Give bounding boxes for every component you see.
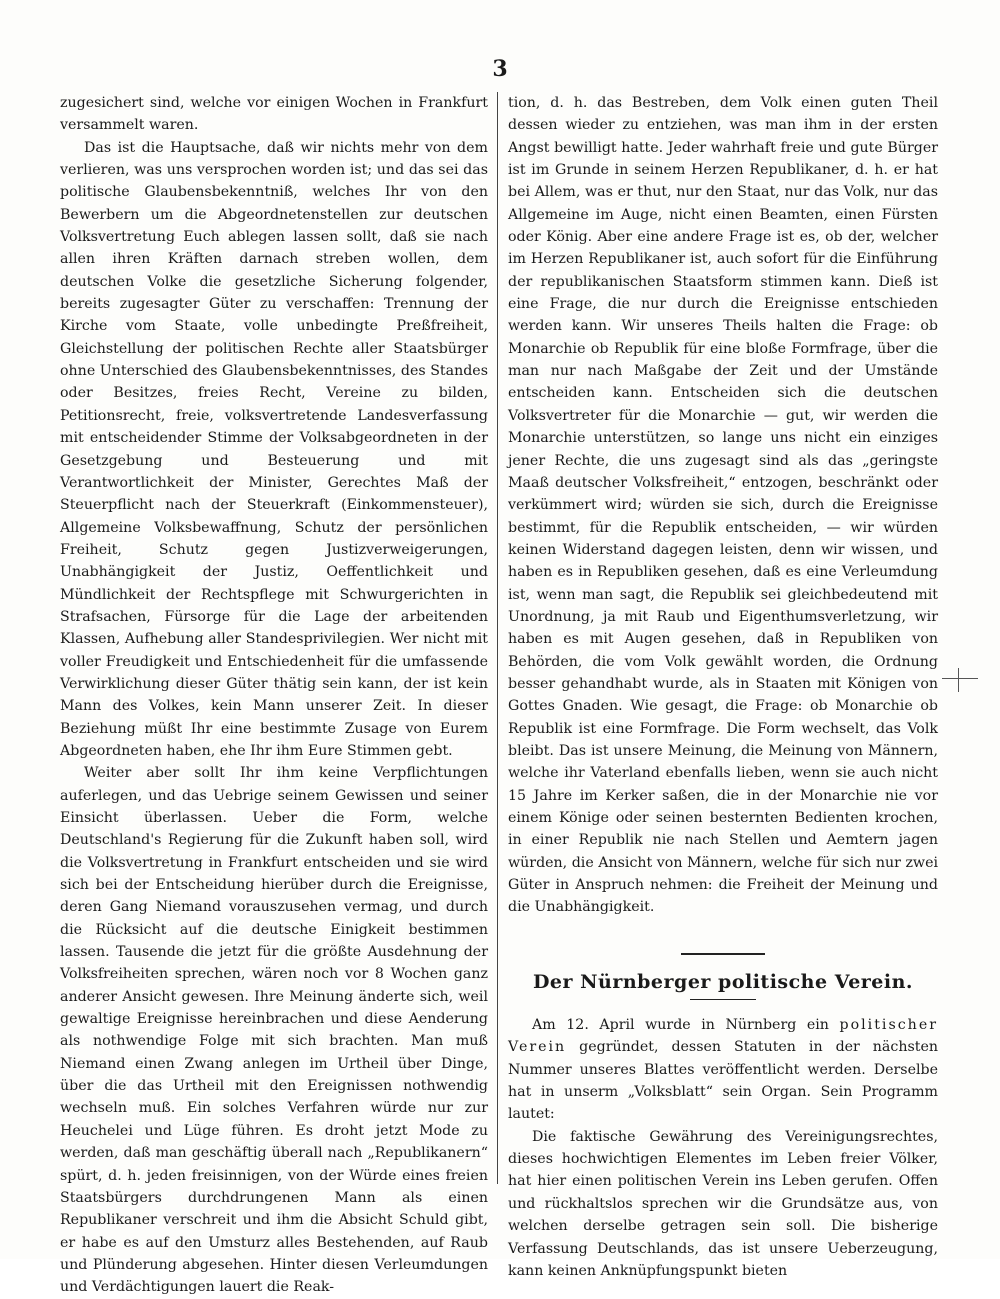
- left-column: [60, 92, 488, 1299]
- section-intro-lead: Am 12. April wurde in Nürnberg ein: [532, 1017, 840, 1034]
- section-intro-rest: gegründet, dessen Statuten in der nächsten Nummer unseres Blattes veröffentlicht werden. Derselbe hat in unserm „Volksblatt“ sein Organ. Sein Programm lautet:: [508, 1039, 938, 1123]
- margin-mark-vertical: [958, 668, 959, 692]
- section-intro: [508, 1014, 938, 1126]
- section-programme: Die faktische Gewährung des Vereinigungsrechtes, dieses hochwichtigen Elementes im Leben freier Völker, hat hier einen politischen Verein ins Leben gerufen. Offen und rückhaltslos sprechen wir die Grundsätze aus, von welchen derselbe getragen sein soll. Die bisherige Verfassung Deutschlands, das ist unsere Ueberzeugung, kann keinen Anknüpfungspunkt bieten: [508, 1128, 938, 1279]
- right-column: [508, 92, 938, 1282]
- column-divider: [497, 92, 498, 1184]
- section-intro-spaced: politischer Verein: [508, 1017, 938, 1056]
- right-paragraph-1: tion, d. h. das Bestreben, dem Volk einen guten Theil dessen wieder zu entziehen, was man ihm in der ersten Angst bewilligt hatte. Jeder wahrhaft freie und gute Bürger ist im Grunde in seinem Herzen Republikaner, d. h. er hat bei Allem, was er thut, nur den Staat, nur das Volk, nur das Allgemeine im Auge, nicht einen Beamten, einen Fürsten oder König. Aber eine andere Frage ist es, ob der, welcher im Herzen Republikaner ist, auch sofort für die Einführung der republikanischen Staatsform stimmen kann. Dieß ist eine Frage, die nur durch die Ereignisse entschieden werden kann. Wir unseres Theils halten die Frage: ob Monarchie ob Republik für eine bloße Formfrage, über die man nur nach Maßgabe der Zeit und der Umstände entscheiden kann. Entscheiden sich die deutschen Volksvertreter für die Monarchie — gut, wir werden die Monarchie unterstützen, so lange uns nicht ein einziges jener Rechte, die uns zugesagt sind als das „geringste Maaß deutscher Volksfreiheit,“ entzogen, beschränkt oder verkümmert wird; würden sie sich, durch die Ereignisse bestimmt, für die Republik entscheiden, — wir würden keinen Widerstand dagegen leisten, denn wir wissen, und haben es in Republiken gesehen, daß es eine Verleumdung ist, wenn man sagt, die Republik sei gleichbedeutend mit Unordnung, ja mit Raub und Eigenthumsverletzung, wir haben es mit Augen gesehen, daß in Republiken von Behörden, die vom Volk gewählt worden, die Ordnung besser gehandhabt wurde, als in Staaten mit Königen von Gottes Gnaden. Wie gesagt, die Frage: ob Monarchie ob Republik ist eine Formfrage. Die Form wechselt, das Volk bleibt. Das ist unsere Meinung, die Meinung von Männern, welche ihr Vaterland ebenfalls lieben, wenn sie auch nicht 15 Jahre im Kerker saßen, die in der Monarchie nie vor einem Könige oder seinen besternten Bedienten krochen, in einer Republik nie nach Stellen und Aemtern jagen würden, die Ansicht von Männern, welche für sich nur zwei Güter in Anspruch nehmen: die Freiheit der Meinung und die Unabhängigkeit.: [508, 95, 938, 916]
- left-paragraph-2: Das ist die Hauptsache, daß wir nichts mehr von dem verlieren, was uns versprochen worden ist; und das sei das politische Glaubensbekenntniß, welches Ihr von den Bewerbern um die Abgeordnetenstellen zur deutschen Volksvertretung Euch ablegen lassen sollt, daß sie nach allen ihren Kräften darnach streben wollen, dem deutschen Volke die gesetzliche Sicherung folgender, bereits zugesagter Güter zu verschaffen: Trennung der Kirche vom Staate, volle unbedingte Preßfreiheit, Gleichstellung der politischen Rechte aller Staatsbürger ohne Unterschied des Glaubensbekenntnisses, des Standes oder Besitzes, freies Recht, Vereine zu bilden, Petitionsrecht, freie, volksvertretende Landesverfassung mit entscheidender Stimme der Volksabgeordneten in der Gesetzgebung und Besteuerung und mit Verantwortlichkeit der Minister, Gerechtes Maß der Steuerpflicht nach der Steuerkraft (Einkommensteuer), Allgemeine Volksbewaffnung, Schutz der persönlichen Freiheit, Schutz gegen Justizverweigerungen, Unabhängigkeit der Justiz, Oeffentlichkeit und Mündlichkeit der Rechtspflege mit Schwurgerichten in Strafsachen, Fürsorge für die Lage der arbeitenden Klassen, Aufhebung aller Standesprivilegien. Wer nicht mit voller Freudigkeit und Entschiedenheit für die umfassende Verwirklichung dieser Güter thätig sein kann, der ist kein Mann des Volkes, kein Mann unserer Zeit. In dieser Beziehung müßt Ihr eine bestimmte Zusage von Eurem Abgeordneten haben, ehe Ihr ihm Eure Stimmen gebt.: [60, 139, 488, 759]
- left-paragraph-3: Weiter aber sollt Ihr ihm keine Verpflichtungen auferlegen, und das Uebrige seinem Gewissen und seiner Einsicht überlassen. Ueber die Form, welche Deutschland's Regierung für die Zukunft haben soll, wird die Volksvertretung in Frankfurt entscheiden und sie wird sich bei der Entscheidung hierüber durch die Ereignisse, deren Gang Niemand vorauszusehen vermag, und durch die Rücksicht auf die deutsche Einigkeit bestimmen lassen. Tausende die jetzt für die größte Ausdehnung der Volksfreiheiten sprechen, wären noch vor 8 Wochen ganz anderer Ansicht gewesen. Ihre Meinung änderte sich, weil gewaltige Ereignisse hereinbrachen und diese Aenderung als nothwendige Folge mit sich brachten. Man muß Niemand einen Zwang anlegen im Urtheil über Dinge, über die das Urtheil mit den Ereignissen nothwendig wechseln muß. Ein solches Verfahren würde nur zur Heuchelei und Lüge führen. Es droht jetzt Mode zu werden, daß man geschäftig überall nach „Republikanern“ spürt, d. h. jeden freisinnigen, von der Würde eines freien Staatsbürgers durchdrungenen Mann als einen Republikaner verschreit und ihm die Absicht Schuld gibt, er habe es auf den Umsturz alles Bestehenden, auf Raub und Plünderung abgesehen. Hinter diesen Verleumdungen und Verdächtigungen lauert die Reak-: [60, 765, 488, 1296]
- left-paragraph-1: zugesichert sind, welche vor einigen Wochen in Frankfurt versammelt waren.: [60, 95, 488, 134]
- section-title: Der Nürnberger politische Verein.: [532, 970, 914, 993]
- section-separator: [681, 953, 765, 955]
- margin-mark: [942, 678, 978, 679]
- page-number: 3: [492, 56, 508, 82]
- title-underline: [690, 999, 756, 1000]
